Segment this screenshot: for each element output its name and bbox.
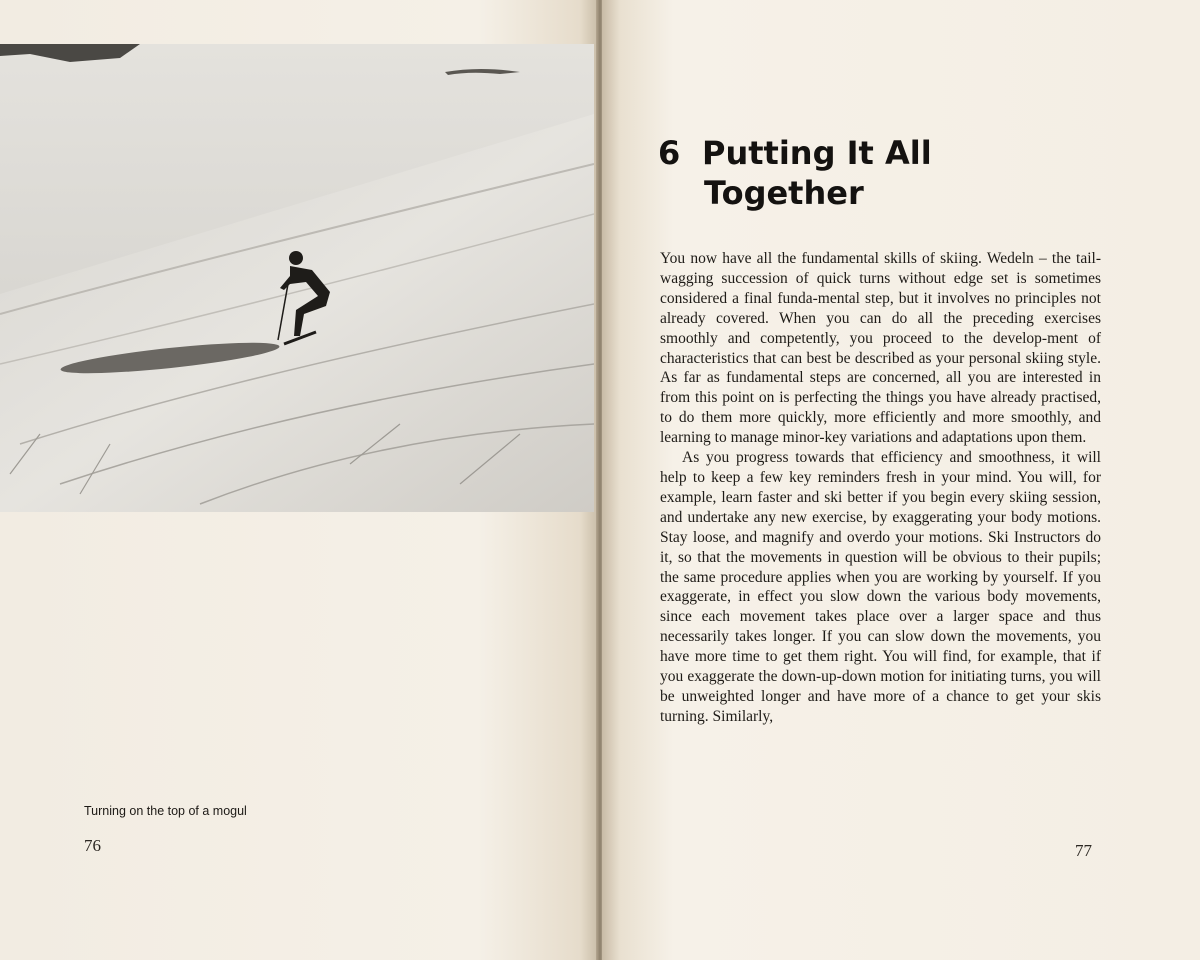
page-number-right: 77 <box>1075 841 1092 860</box>
chapter-body <box>660 249 1101 727</box>
chapter-title-line2: Together <box>704 174 864 212</box>
body-paragraph: You now have all the fundamental skills of skiing. Wedeln – the tail-wagging succession of quick turns without edge set is sometimes considered a final funda-mental step, but it involves no principles not already covered. When you can do all the preceding exercises smoothly and competently, you proceed to the develop-ment of characteristics that can best be described as your personal skiing style. As far as fundamental steps are concerned, all you are interested in from this point on is perfecting the things you have already practised, to do them more quickly, more efficiently and more smoothly, and learning to manage minor-key variations and adaptations upon them. <box>660 250 1101 447</box>
photo-caption: Turning on the top of a mogul <box>84 804 247 818</box>
body-paragraph: As you progress towards that efficiency and smoothness, it will help to keep a few key reminders fresh in your mind. You will, for example, learn faster and ski better if you begin every skiing session, and undertake any new exercise, by exaggerating your body motions. Stay loose, and magnify and overdo your motions. Ski Instructors do it, so that the movements in question will be obvious to their pupils; the same procedure applies when you are working by yourself. If you exaggerate, in effect you slow down the various body movements, since each movement takes place over a larger space and thus necessarily takes longer. If you can slow down the movements, you have more time to get them right. You will find, for example, that if you exaggerate the down-up-down motion for initiating turns, you will be unweighted longer and have more of a chance to get your skis turning. Similarly, <box>660 449 1101 725</box>
chapter-number: 6 <box>658 134 681 172</box>
chapter-title-line1: Putting It All <box>702 134 932 172</box>
chapter-heading <box>658 133 1098 213</box>
skier-photo <box>0 44 594 512</box>
page-number-left: 76 <box>84 836 101 855</box>
left-page <box>0 0 598 960</box>
